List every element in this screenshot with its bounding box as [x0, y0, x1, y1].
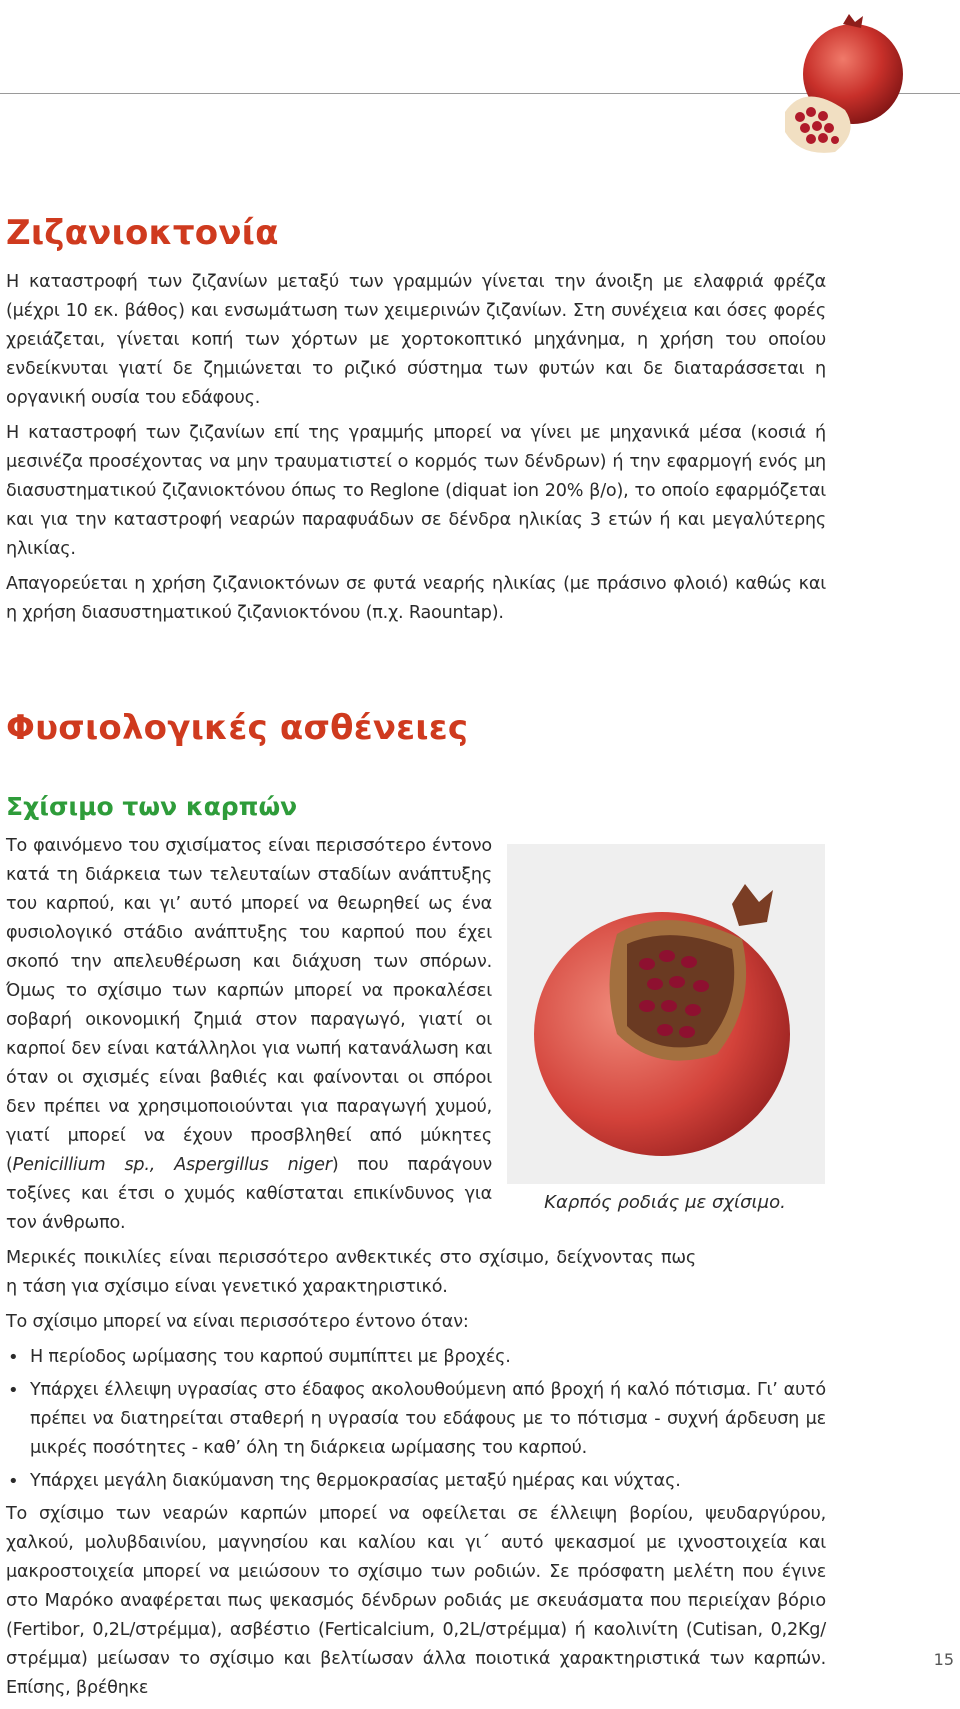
physiological-diseases-heading: Φυσιολογικές ασθένειες [6, 708, 469, 748]
conditions-list [6, 1343, 826, 1496]
weed-text-block [6, 268, 826, 634]
fruit-splitting-heading: Σχίσιμο των καρπών [6, 792, 298, 821]
fungi-names: Penicillium sp., Aspergillus niger [12, 1155, 332, 1175]
page-number: 15 [933, 1650, 954, 1669]
paragraph [6, 832, 492, 1238]
paragraph-part: ) που παράγουν τοξίνες και έτσι ο χυμός καθίσταται επικίνδυνος για τον άνθρωπο. [6, 1155, 492, 1233]
paragraph: Το σχίσιμο μπορεί να είναι περισσότερο έντονο όταν: [6, 1312, 469, 1332]
pomegranate-image [765, 12, 915, 162]
paragraph: Το σχίσιμο των νεαρών καρπών μπορεί να οφείλεται σε έλλειψη βορίου, ψευδαργύρου, χαλκού, μολυβδαινίου, μαγνησίου και καλίου και γι΄ αυτό ψεκασμοί με ιχνοστοιχεία και μακροστοιχεία μπορεί να μειώσουν το σχίσιμο των ροδιών. Σε πρόσφατη μελέτη που έγινε στο Μαρόκο αναφέρεται πως ψεκασμός δένδρων ροδιάς με σκευάσματα που περιείχαν βόριο (Fertibor, 0,2L/στρέμμα), ασβέστιο (Ferticalcium, 0,2L/στρέμμα) ή καολινίτη (Cutisan, 0,2Kg/στρέμμα) μείωσαν το σχίσιμο και βελτίωσαν άλλα ποιοτικά χαρακτηριστικά των καρπών. Επίσης, βρέθηκε [6, 1504, 826, 1698]
split-pomegranate-photo [507, 844, 825, 1184]
figure-caption: Καρπός ροδιάς με σχίσιμο. [544, 1192, 786, 1213]
paragraph: Η καταστροφή των ζιζανίων επί της γραμμής μπορεί να γίνει με μηχανικά μέσα (κοσιά ή μεσινέζα προσέχοντας να μην τραυματιστεί ο κορμός των δένδρων) ή την εφαρμογή ενός μη διασυστηματικού ζιζανιοκτόνου όπως το Reglone (diquat ion 20% β/ο), το οποίο εφαρμόζεται και για την καταστροφή νεαρών παραφυάδων σε δένδρα ηλικίας 3 ετών ή και μεγαλύτερης ηλικίας. [6, 423, 826, 559]
paragraph: Μερικές ποικιλίες είναι περισσότερο ανθεκτικές στο σχίσιμο, δείχνοντας πως η τάση για σχίσιμο είναι γενετικό χαρακτηριστικό. [6, 1248, 696, 1297]
list-item: • Υπάρχει έλλειψη υγρασίας στο έδαφος ακολουθούμενη από βροχή ή καλό πότισμα. Γι’ αυτό πρέπει να διατηρείται σταθερή η υγρασία του εδάφους με το πότισμα - συχνή άρδευση με μικρές ποσότητες - καθ’ όλη τη διάρκεια ωρίμασης του καρπού. [6, 1376, 826, 1463]
paragraph: Απαγορεύεται η χρήση ζιζανιοκτόνων σε φυτά νεαρής ηλικίας (με πράσινο φλοιό) καθώς και η χρήση διασυστηματικού ζιζανιοκτόνου (π.χ. Raountap). [6, 574, 826, 623]
weed-control-heading: Ζιζανιοκτονία [6, 213, 279, 253]
paragraph: Η καταστροφή των ζιζανίων μεταξύ των γραμμών γίνεται την άνοιξη με ελαφριά φρέζα (μέχρι 10 εκ. βάθος) και ενσωμάτωση των χειμερινών ζιζανίων. Στη συνέχεια και όσες φορές χρειάζεται, γίνεται κοπή των χόρτων με χορτοκοπτικό μηχάνημα, η χρήση του οποίου ενδείκνυται γιατί δε ζημιώνεται το ριζικό σύστημα των φυτών και δε διαταράσσεται η οργανική ουσία του εδάφους. [6, 272, 826, 408]
paragraph-part: Το φαινόμενο του σχισίματος είναι περισσότερο έντονο κατά τη διάρκεια των τελευταίων σταδίων ανάπτυξης του καρπού, και γι’ αυτό μπορεί να θεωρηθεί ως ένα φυσιολογικό στάδιο ανάπτυξης του καρπού που έχει σκοπό την απελευθέρωση και διάχυση των σπόρων. Όμως το σχίσιμο των καρπών μπορεί να προκαλέσει σοβαρή οικονομική ζημιά στον παραγωγό, γιατί οι καρποί δεν είναι κατάλληλοι για νωπή κατανάλωση και όταν οι σχισμές είναι βαθιές και φαίνονται οι σπόροι δεν πρέπει να χρησιμοποιούνται για παραγωγή χυμού, γιατί μπορεί να έχουν προσβληθεί από μύκητες ( [6, 836, 492, 1175]
list-item: • Η περίοδος ωρίμασης του καρπού συμπίπτει με βροχές. [6, 1343, 826, 1372]
list-item: • Υπάρχει μεγάλη διακύμανση της θερμοκρασίας μεταξύ ημέρας και νύχτας. [6, 1467, 826, 1496]
